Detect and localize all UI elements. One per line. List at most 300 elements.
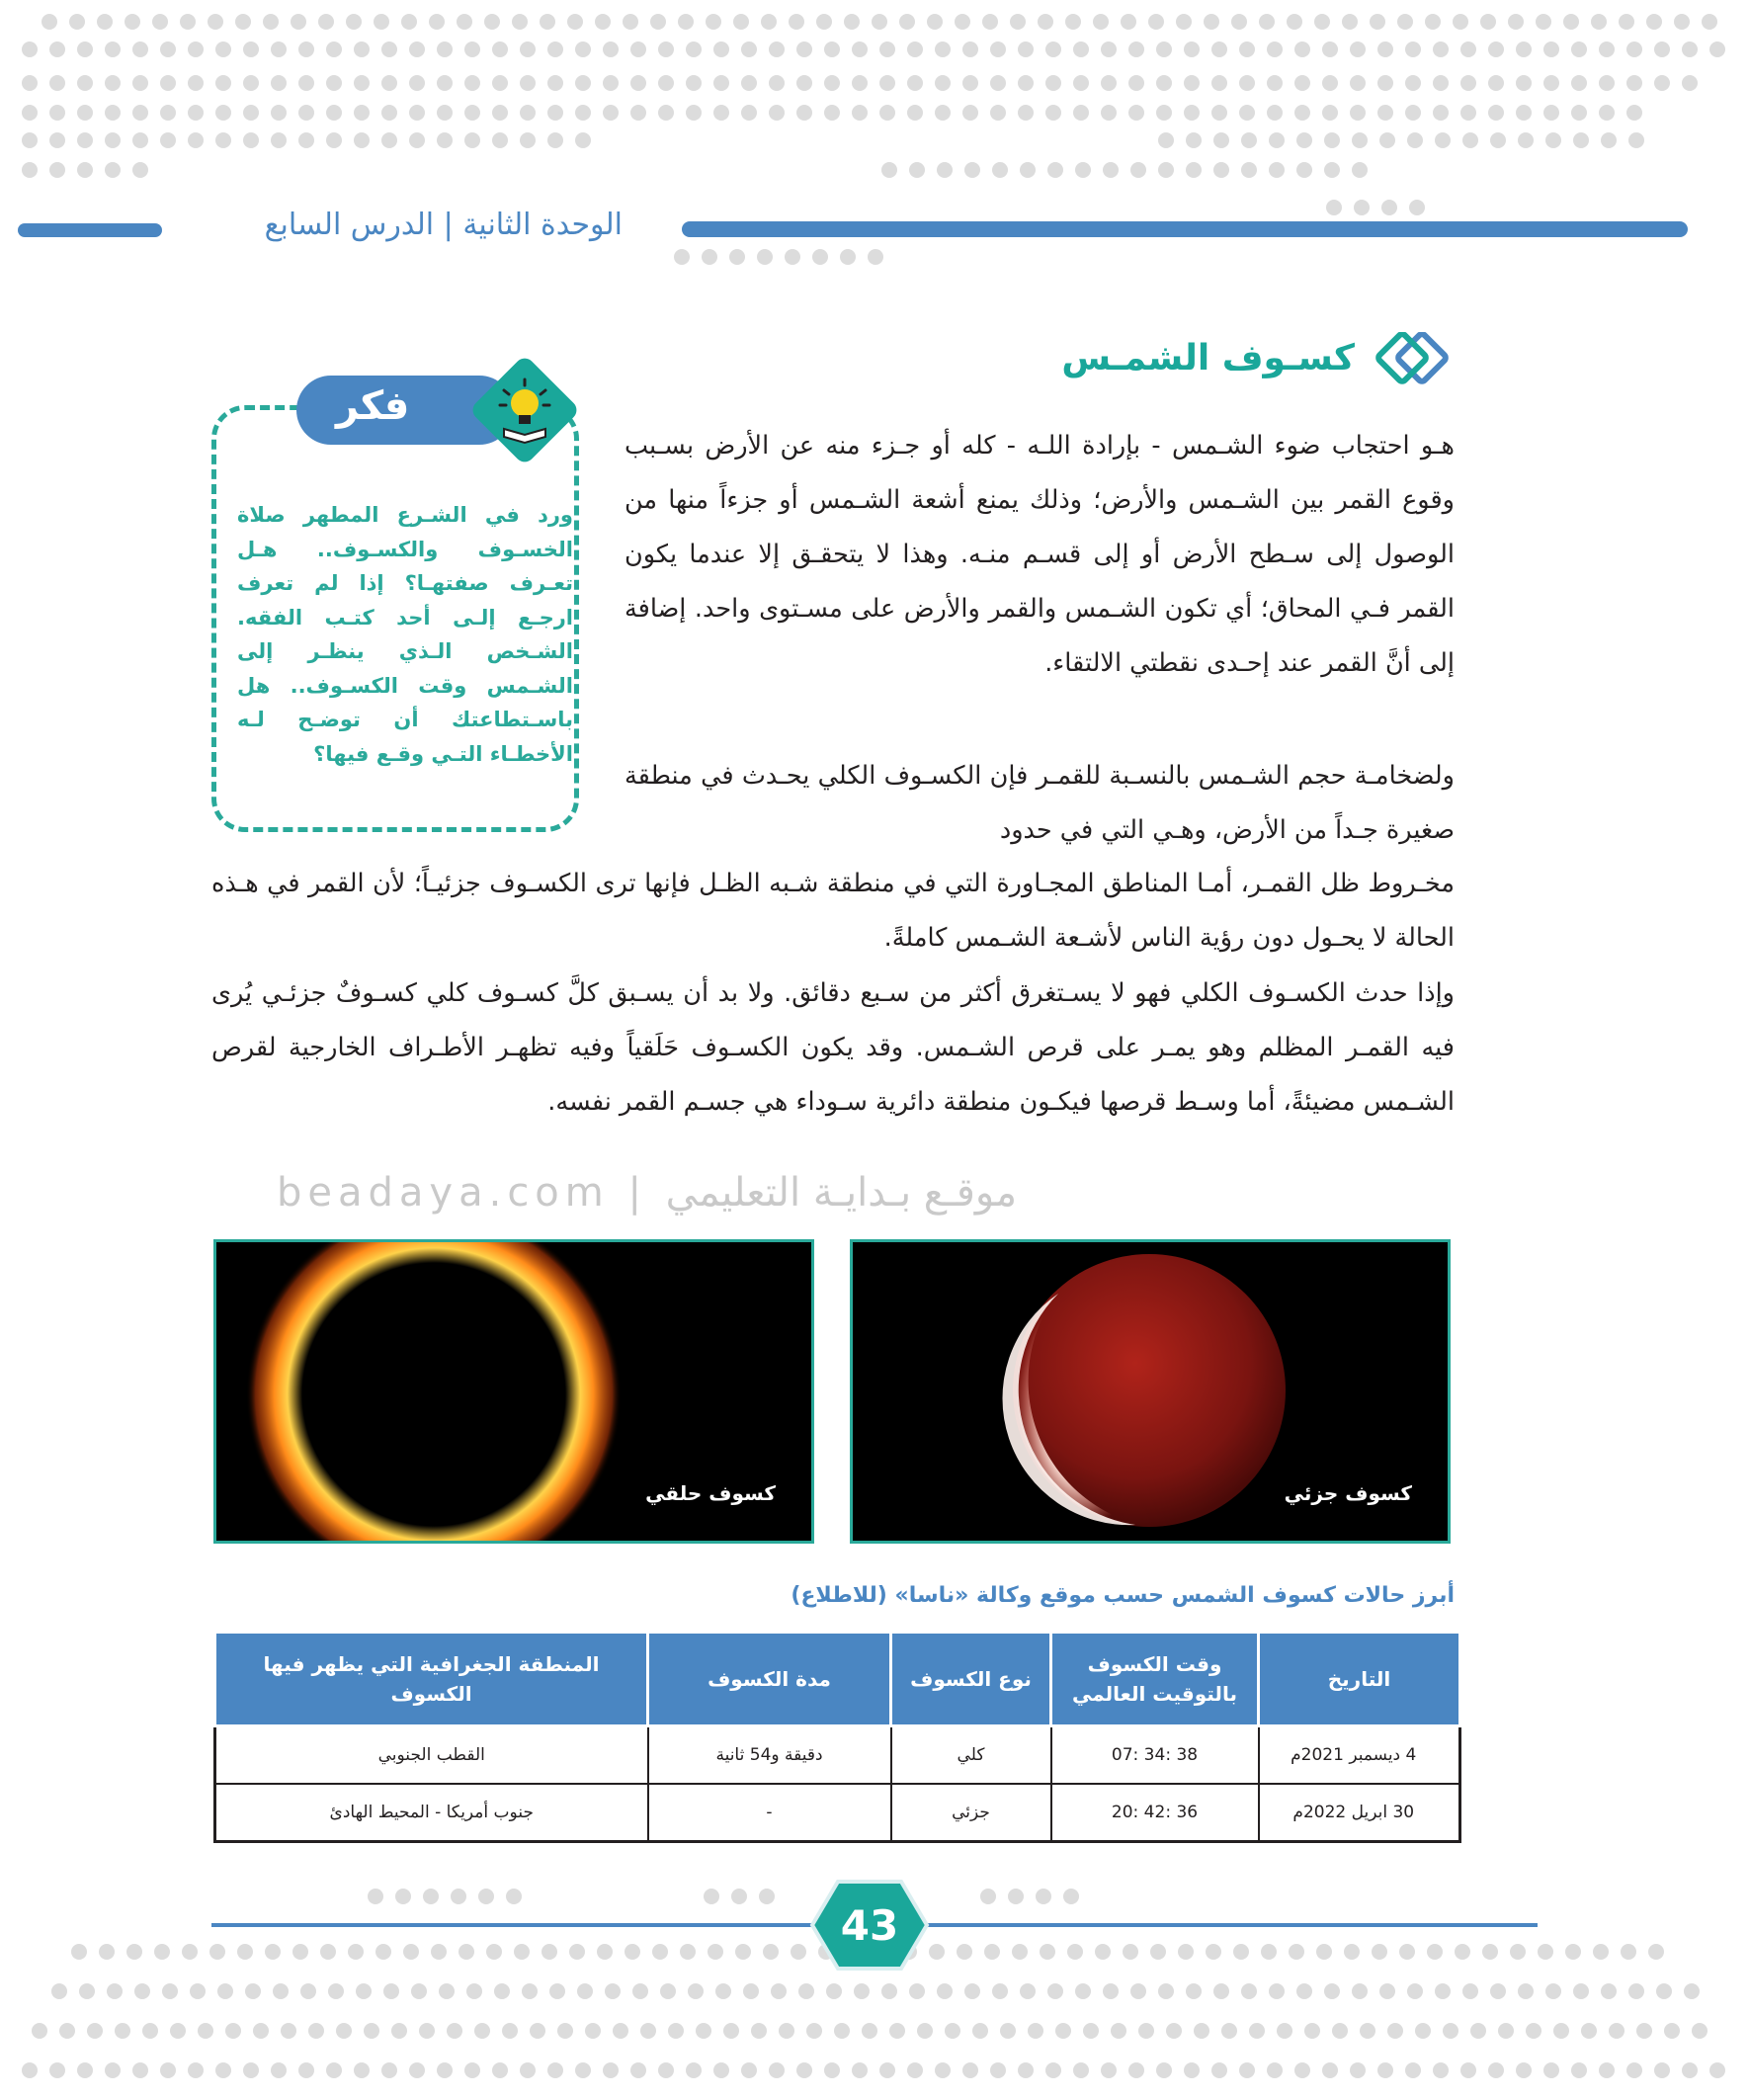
decor-dot: [1075, 1983, 1091, 1999]
decor-dot: [1239, 42, 1255, 57]
decor-dot: [1294, 75, 1310, 91]
decor-dot: [1425, 14, 1441, 30]
decor-dot: [575, 132, 591, 148]
decor-dot: [1130, 162, 1146, 178]
decor-dot: [1186, 132, 1202, 148]
decor-dot: [1352, 132, 1368, 148]
decor-dot: [1648, 1944, 1664, 1960]
decor-dot: [1156, 2062, 1172, 2078]
decor-dot: [1405, 42, 1421, 57]
decor-dot: [1204, 14, 1219, 30]
header-unit-lesson: الوحدة الثانية | الدرس السابع: [264, 208, 623, 242]
decor-dot: [1702, 14, 1717, 30]
decor-dot: [409, 42, 425, 57]
decor-dot: [686, 105, 702, 121]
decor-dot: [603, 75, 619, 91]
table-title: أبرز حالات كسوف الشمس حسب موقع وكالة «ناسا» (للاطلاع): [791, 1583, 1455, 1608]
decor-dot: [87, 2023, 103, 2039]
decor-dot: [603, 2062, 619, 2078]
decor-dot: [1148, 14, 1164, 30]
decor-dot: [1008, 1889, 1024, 1904]
decor-dot: [1470, 2023, 1486, 2039]
decor-dot: [1233, 1944, 1249, 1960]
decor-dot: [464, 2062, 480, 2078]
decor-dot: [1516, 105, 1532, 121]
decor-dot: [243, 105, 259, 121]
decor-dot: [409, 132, 425, 148]
decor-dot: [1101, 105, 1117, 121]
decor-dot: [437, 75, 453, 91]
decor-dot: [840, 249, 856, 265]
decor-dot: [1249, 2023, 1265, 2039]
decor-dot: [1599, 42, 1615, 57]
decor-dot: [1516, 42, 1532, 57]
decor-dot: [1184, 75, 1200, 91]
decor-dot: [298, 75, 314, 91]
watermark: beadaya.com | موقـع بـدايـة التعليمي: [277, 1170, 1018, 1216]
decor-dot: [575, 42, 591, 57]
decor-dot: [962, 105, 978, 121]
decor-dot: [132, 162, 148, 178]
decor-dot: [142, 2023, 158, 2039]
decor-dot: [796, 105, 812, 121]
decor-dot: [872, 14, 887, 30]
decor-dot: [1166, 2023, 1182, 2039]
decor-dot: [1405, 2062, 1421, 2078]
decor-dot: [464, 105, 480, 121]
cell-duration: دقيقة و54 ثانية: [648, 1726, 891, 1785]
decor-dot: [326, 42, 342, 57]
decor-dot: [160, 105, 176, 121]
header-region: المنطقة الجغرافية التي يظهر فيها الكسوف: [215, 1633, 648, 1726]
decor-dot: [824, 75, 840, 91]
decor-dot: [1322, 42, 1338, 57]
decor-dot: [1543, 75, 1559, 91]
decor-dot: [630, 42, 646, 57]
decor-dot: [492, 42, 508, 57]
decor-dot: [741, 105, 757, 121]
decor-dot: [215, 42, 231, 57]
decor-dot: [1488, 42, 1504, 57]
decor-dot: [1010, 14, 1026, 30]
decor-dot: [49, 75, 65, 91]
decor-dot: [1460, 2062, 1476, 2078]
decor-dot: [492, 2062, 508, 2078]
decor-dot: [816, 14, 832, 30]
decor-dot: [1296, 1983, 1312, 1999]
decor-dot: [298, 42, 314, 57]
decor-dot: [1621, 1944, 1636, 1960]
decor-dot: [729, 249, 745, 265]
decor-dot: [708, 1944, 723, 1960]
decor-dot: [401, 14, 417, 30]
decor-dot: [557, 2023, 573, 2039]
decor-dot: [1194, 2023, 1209, 2039]
decor-dot: [1075, 162, 1091, 178]
decor-dot: [209, 1944, 225, 1960]
decor-dot: [298, 105, 314, 121]
decor-dot: [298, 2062, 314, 2078]
decor-dot: [1455, 1944, 1470, 1960]
paragraph-total-eclipse-end: مخـروط ظل القمـر، أمـا المناطق المجـاورة التي في منطقة شـبه الظـل فإنها ترى الكسـوف جزئيـاً؛ لأن القمر في هـذه الحالة لا يحـول دون رؤية الناس لأشـعة الشـمس كاملةً.: [211, 869, 1455, 953]
decor-dot: [1352, 162, 1368, 178]
decor-dot: [354, 2062, 370, 2078]
decor-dot: [844, 14, 860, 30]
decor-dot: [1409, 200, 1425, 215]
decor-dot: [1563, 14, 1579, 30]
decor-dot: [188, 105, 204, 121]
cell-type: جزئي: [891, 1784, 1051, 1842]
decor-dot: [1176, 14, 1192, 30]
decor-dot: [658, 2062, 674, 2078]
think-text: ورد في الشـرع المطهر صلاة الخسـوف والكسـوف.. هـل تعـرف صفتهـا؟ إذا لم تعرف ارجـع إلـى أحد كتـب الفقه. الشـخص الـذي ينظـر إلى الشـمس وقت الكسـوف.. هل باسـتطاعتك أن توضـح لـه الأخطـاء التـي وقـع فيها؟: [237, 503, 573, 766]
decor-dot: [704, 1889, 719, 1904]
decor-dot: [506, 1889, 522, 1904]
decor-dot: [79, 1983, 95, 1999]
decor-dot: [1241, 162, 1257, 178]
decor-dot: [769, 75, 785, 91]
decor-dot: [759, 1889, 775, 1904]
decor-dot: [1065, 14, 1081, 30]
decor-dot: [381, 2062, 397, 2078]
decor-dot: [547, 2062, 563, 2078]
decor-dot: [1178, 1944, 1194, 1960]
decor-dot: [1682, 2062, 1698, 2078]
decor-dot: [955, 14, 970, 30]
decor-dot: [1332, 2023, 1348, 2039]
decor-dot: [182, 1944, 198, 1960]
decor-dot: [395, 1889, 411, 1904]
decor-dot: [160, 42, 176, 57]
decor-dot: [354, 75, 370, 91]
decor-dot: [723, 2023, 739, 2039]
decor-dot: [1316, 1944, 1332, 1960]
decor-dot: [77, 132, 93, 148]
decor-dot: [484, 14, 500, 30]
decor-dot: [806, 2023, 822, 2039]
decor-dot: [1692, 2023, 1707, 2039]
decor-dot: [907, 42, 923, 57]
decor-dot: [1462, 132, 1478, 148]
decor-dot: [715, 1983, 731, 1999]
decor-dot: [1518, 132, 1534, 148]
decor-dot: [1433, 105, 1449, 121]
decor-dot: [763, 1944, 779, 1960]
decor-dot: [1354, 200, 1370, 215]
header-type: نوع الكسوف: [891, 1633, 1051, 1726]
decor-dot: [1055, 2023, 1071, 2039]
decor-dot: [464, 75, 480, 91]
decor-dot: [1626, 105, 1642, 121]
decor-dot: [77, 42, 93, 57]
decor-dot: [791, 1944, 806, 1960]
decor-dot: [909, 1983, 925, 1999]
decor-dot: [796, 75, 812, 91]
decor-dot: [215, 2062, 231, 2078]
decor-dot: [603, 105, 619, 121]
decor-dot: [575, 75, 591, 91]
decor-dot: [585, 2023, 601, 2039]
decor-dot: [696, 2023, 711, 2039]
decor-dot: [502, 2023, 518, 2039]
cell-time: 36 :42 :20: [1051, 1784, 1259, 1842]
decor-dot: [464, 132, 480, 148]
decor-dot: [769, 42, 785, 57]
decor-dot: [522, 1983, 538, 1999]
decor-dot: [1128, 2062, 1144, 2078]
decor-dot: [263, 14, 279, 30]
decor-dot: [105, 75, 121, 91]
decor-dot: [326, 75, 342, 91]
think-label: فكر: [336, 383, 410, 429]
decor-dot: [1241, 132, 1257, 148]
decor-dot: [374, 14, 389, 30]
decor-dot: [437, 2062, 453, 2078]
decor-dot: [706, 14, 721, 30]
decor-dot: [927, 14, 943, 30]
decor-dot: [1628, 1983, 1644, 1999]
decor-dot: [1211, 2062, 1227, 2078]
decor-dot: [1654, 42, 1670, 57]
decor-dot: [1443, 2023, 1458, 2039]
decor-dot: [381, 132, 397, 148]
decor-dot: [962, 2062, 978, 2078]
decor-dot: [852, 42, 868, 57]
decor-dot: [733, 14, 749, 30]
decor-dot: [549, 1983, 565, 1999]
decor-dot: [1482, 1944, 1498, 1960]
decor-dot: [514, 1944, 530, 1960]
decor-dot: [381, 75, 397, 91]
section-title-block: [963, 332, 1458, 391]
decor-dot: [769, 105, 785, 121]
decor-dot: [741, 42, 757, 57]
decor-dot: [215, 132, 231, 148]
decor-dot: [308, 2023, 324, 2039]
decor-dot: [990, 42, 1006, 57]
decor-dot: [1619, 14, 1634, 30]
decor-dot: [22, 132, 38, 148]
decor-dot: [798, 1983, 814, 1999]
double-diamond-icon: [1369, 332, 1458, 391]
decor-dot: [520, 42, 536, 57]
decor-dot: [1324, 162, 1340, 178]
decor-dot: [824, 105, 840, 121]
decor-dot: [1350, 2062, 1366, 2078]
decor-dot: [1601, 1983, 1617, 1999]
decor-dot: [328, 1983, 344, 1999]
decor-dot: [1377, 42, 1393, 57]
decor-dot: [49, 2062, 65, 2078]
decor-dot: [1571, 105, 1587, 121]
decor-dot: [520, 105, 536, 121]
decor-dot: [1289, 1944, 1304, 1960]
decor-dot: [49, 105, 65, 121]
decor-dot: [1211, 42, 1227, 57]
header-time: وقت الكسوف بالتوقيت العالمي: [1051, 1633, 1259, 1726]
decor-dot: [49, 132, 65, 148]
decor-dot: [1020, 1983, 1036, 1999]
decor-dot: [547, 42, 563, 57]
decor-dot: [1344, 1944, 1360, 1960]
decor-dot: [1581, 2023, 1597, 2039]
decor-dot: [22, 2062, 38, 2078]
decor-dot: [160, 132, 176, 148]
decor-dot: [678, 14, 694, 30]
decor-dot: [1654, 2062, 1670, 2078]
decor-dot: [741, 75, 757, 91]
decor-dot: [1545, 1983, 1561, 1999]
decor-dot: [852, 75, 868, 91]
decor-dot: [225, 2023, 241, 2039]
decor-dot: [1709, 2062, 1725, 2078]
decor-dot: [713, 75, 729, 91]
decor-dot: [1267, 42, 1283, 57]
decor-dot: [298, 132, 314, 148]
decor-dot: [1277, 2023, 1292, 2039]
section-title: كسـوف الشمـس: [1061, 338, 1355, 378]
decor-dot: [658, 105, 674, 121]
decor-dot: [447, 2023, 462, 2039]
decor-dot: [437, 132, 453, 148]
decor-dot: [713, 42, 729, 57]
decor-dot: [409, 75, 425, 91]
decor-dot: [632, 1983, 648, 1999]
decor-dot: [990, 105, 1006, 121]
decor-dot: [170, 2023, 186, 2039]
decor-dot: [982, 14, 998, 30]
paragraph-total-eclipse-start: ولضخامـة حجم الشـمس بالنسـبة للقمـر فإن الكسـوف الكلي يحـدث في منطقة صغيرة جـداً من الأرض، وهـي التي في حدود: [625, 761, 1455, 845]
decor-dot: [1239, 2062, 1255, 2078]
decor-dot: [237, 1944, 253, 1960]
decor-dot: [1073, 75, 1089, 91]
decor-dot: [1709, 42, 1725, 57]
decor-dot: [541, 1944, 557, 1960]
decor-dot: [1405, 105, 1421, 121]
decor-dot: [1211, 105, 1227, 121]
decor-dot: [356, 1983, 372, 1999]
decor-dot: [1591, 14, 1607, 30]
decor-dot: [929, 1944, 945, 1960]
header-duration: مدة الكسوف: [648, 1633, 891, 1726]
decor-dot: [243, 75, 259, 91]
decor-dot: [595, 14, 611, 30]
decor-dot: [937, 1983, 953, 1999]
decor-dot: [935, 105, 951, 121]
decor-dot: [71, 1944, 87, 1960]
decor-dot: [22, 162, 38, 178]
decor-dot: [291, 14, 306, 30]
decor-dot: [381, 105, 397, 121]
decor-dot: [439, 1983, 455, 1999]
decor-dot: [630, 105, 646, 121]
decor-dot: [1067, 1944, 1083, 1960]
decor-dot: [154, 1944, 170, 1960]
decor-dot: [77, 162, 93, 178]
decor-dot: [1036, 1889, 1051, 1904]
decor-dot: [796, 42, 812, 57]
decor-dot: [198, 2023, 213, 2039]
decor-dot: [69, 14, 85, 30]
decor-dot: [1433, 2062, 1449, 2078]
decor-dot: [1377, 105, 1393, 121]
decor-dot: [1538, 1944, 1553, 1960]
decor-dot: [243, 132, 259, 148]
decor-dot: [1372, 1944, 1387, 1960]
decor-dot: [403, 1944, 419, 1960]
decor-dot: [1150, 1944, 1166, 1960]
decor-dot: [789, 14, 804, 30]
decor-dot: [132, 42, 148, 57]
decor-dot: [1101, 75, 1117, 91]
decor-dot: [208, 14, 223, 30]
decor-dot: [881, 162, 897, 178]
decor-dot: [1186, 1983, 1202, 1999]
decor-dot: [935, 2062, 951, 2078]
decor-dot: [494, 1983, 510, 1999]
decor-dot: [215, 105, 231, 121]
header-date: التاريخ: [1259, 1633, 1460, 1726]
decor-dot: [1304, 2023, 1320, 2039]
decor-dot: [1213, 162, 1229, 178]
decor-dot: [318, 14, 334, 30]
decor-dot: [652, 1944, 668, 1960]
decor-dot: [1573, 1983, 1589, 1999]
decor-dot: [431, 1944, 447, 1960]
decor-dot: [547, 75, 563, 91]
partial-eclipse-photo: [850, 1239, 1451, 1544]
decor-dot: [686, 75, 702, 91]
table-row: [215, 1784, 1460, 1842]
decor-dot: [451, 1889, 466, 1904]
decor-dot: [1128, 105, 1144, 121]
cell-region: جنوب أمريكا - المحيط الهادئ: [215, 1784, 648, 1842]
decor-dot: [162, 1983, 178, 1999]
decor-dot: [1206, 1944, 1221, 1960]
decor-dot: [854, 1983, 870, 1999]
decor-dot: [273, 1983, 289, 1999]
decor-dot: [731, 1889, 747, 1904]
decor-dot: [1565, 1944, 1581, 1960]
decor-dot: [1213, 1983, 1229, 1999]
decor-dot: [1427, 1944, 1443, 1960]
decor-dot: [889, 2023, 905, 2039]
decor-dot: [132, 75, 148, 91]
decor-dot: [613, 2023, 628, 2039]
decor-dot: [1045, 2062, 1061, 2078]
decor-dot: [1184, 42, 1200, 57]
table-row: [215, 1726, 1460, 1785]
decor-dot: [597, 1944, 613, 1960]
decor-dot: [540, 14, 555, 30]
decor-dot: [364, 2023, 379, 2039]
decor-dot: [1324, 1983, 1340, 1999]
decor-dot: [1267, 2062, 1283, 2078]
decor-dot: [769, 2062, 785, 2078]
decor-dot: [381, 42, 397, 57]
decor-dot: [650, 14, 666, 30]
decor-dot: [348, 1944, 364, 1960]
decor-dot: [1269, 132, 1285, 148]
decor-dot: [1453, 14, 1468, 30]
decor-dot: [569, 1944, 585, 1960]
decor-dot: [77, 75, 93, 91]
decor-dot: [1571, 75, 1587, 91]
decor-dot: [1322, 2062, 1338, 2078]
decor-dot: [686, 2062, 702, 2078]
decor-dot: [235, 14, 251, 30]
decor-dot: [105, 132, 121, 148]
